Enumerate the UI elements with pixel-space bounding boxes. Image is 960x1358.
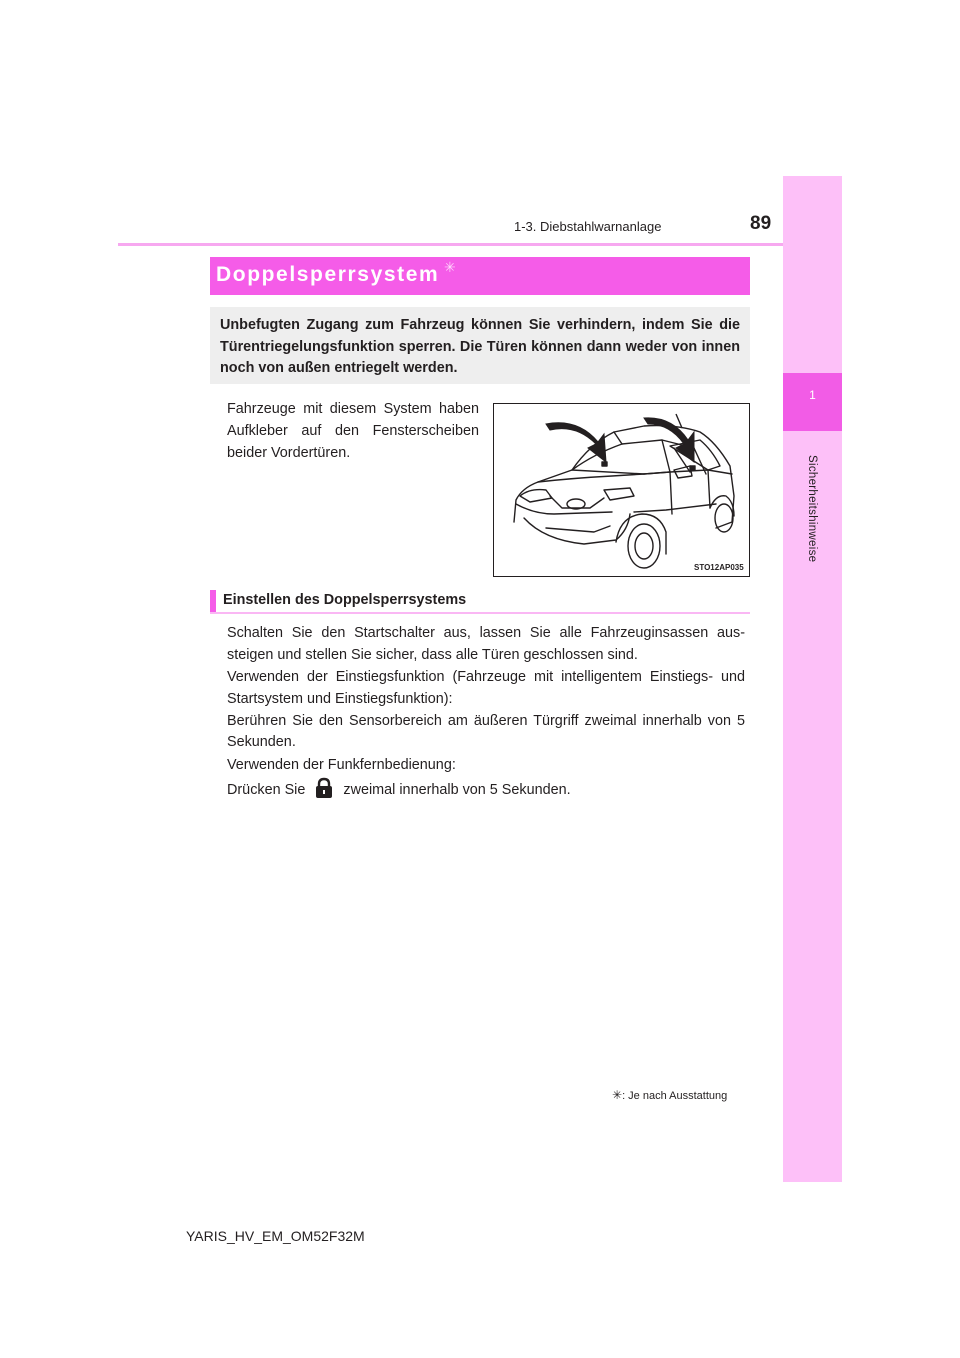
car-illustration <box>493 403 750 577</box>
side-chapter-marker[interactable] <box>783 373 842 431</box>
footnote <box>612 1088 727 1102</box>
instruction-3-heading: Verwenden der Funkfernbedienung: <box>227 757 456 773</box>
system-description: Fahrzeuge mit diesem System haben Aufkleber auf den Fensterscheiben beider Vordertüren. <box>227 401 479 461</box>
header-section-title: 1-3. Diebstahlwarnanlage <box>514 219 662 234</box>
instruction-2-step: Berühren Sie den Sensorbereich am äußeren Türgriff zweimal innerhalb von 5 Sekunden. <box>227 712 745 751</box>
intro-text: Unbefugten Zugang zum Fahrzeug können Sie verhindern, indem Sie die Türentriegelungsfunktion sperren. Die Türen können dann weder von innen noch von außen entriegelt werden. <box>220 317 740 377</box>
instruction-3-step <box>227 777 745 802</box>
instruction-2-heading: Verwenden der Einstiegsfunktion (Fahrzeuge mit intelligentem Einstiegs- und Startsystem und Einstiegsfunktion): <box>227 669 745 707</box>
side-tab <box>783 176 842 1182</box>
instruction-paragraph-1: Schalten Sie den Startschalter aus, lassen Sie alle Fahrzeuginsassen aus-steigen und stellen Sie sicher, dass alle Türen geschlossen sind. <box>227 625 745 663</box>
subsection-marker <box>210 590 216 613</box>
footnote-text: : Je nach Ausstattung <box>622 1090 728 1102</box>
subsection-rule <box>210 612 750 614</box>
side-chapter-label: Sicherheitshinweise <box>806 455 818 563</box>
header-rule <box>118 243 842 246</box>
page-title: Doppelsperrsystem <box>216 263 440 286</box>
side-chapter-number: 1 <box>809 388 816 402</box>
title-footnote-marker: ✳ <box>444 259 456 275</box>
instruction-paragraph-3 <box>227 755 745 802</box>
subsection-title: Einstellen des Doppelsperrsystems <box>223 592 467 608</box>
document-code: YARIS_HV_EM_OM52F32M <box>186 1228 365 1244</box>
instruction-paragraph-2 <box>227 667 745 754</box>
instruction-3-step-end: zweimal innerhalb von 5 Sekunden. <box>343 781 571 798</box>
instruction-3-step-start: Drücken Sie <box>227 781 306 798</box>
page-number: 89 <box>750 213 772 234</box>
lock-icon <box>311 777 337 799</box>
footnote-marker: ✳ <box>612 1088 623 1102</box>
illustration-code: STO12AP035 <box>694 563 744 572</box>
